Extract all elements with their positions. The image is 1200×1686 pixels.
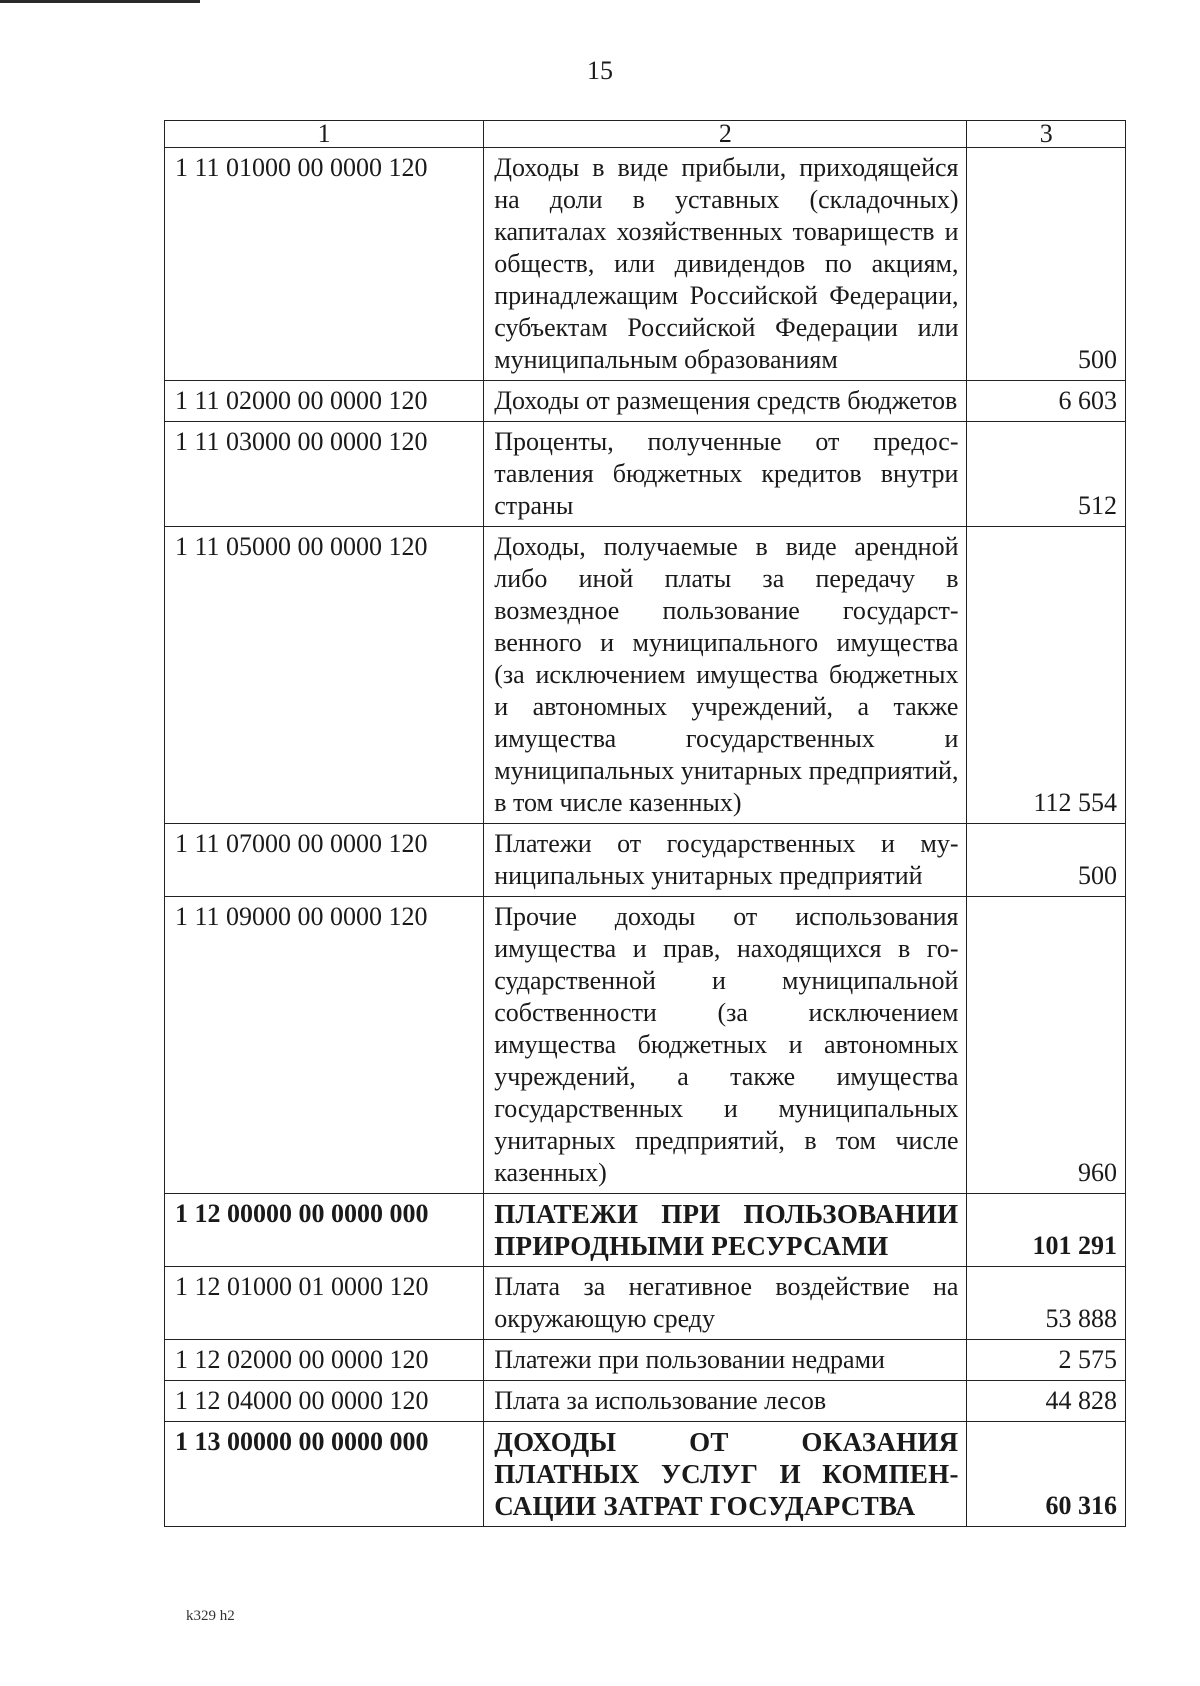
amount-cell: 960	[967, 897, 1126, 1194]
budget-code-cell: 1 12 04000 00 0000 120	[165, 1381, 484, 1422]
amount-cell: 512	[967, 422, 1126, 527]
amount-cell: 500	[967, 148, 1126, 381]
footer-reference: k329 h2	[186, 1608, 235, 1624]
table-row	[165, 1267, 1126, 1340]
amount-cell: 44 828	[967, 1381, 1126, 1422]
budget-code-cell: 1 12 01000 01 0000 120	[165, 1267, 484, 1340]
column-header-1: 1	[165, 121, 484, 148]
budget-code-cell: 1 11 05000 00 0000 120	[165, 527, 484, 824]
column-header-2: 2	[484, 121, 967, 148]
scan-edge-mark	[0, 0, 200, 3]
revenue-name-cell: ПЛАТЕЖИ ПРИ ПОЛЬЗОВАНИИ ПРИРОДНЫМИ РЕСУРСАМИ	[484, 1194, 967, 1267]
column-header-3: 3	[967, 121, 1126, 148]
revenue-name-cell: Прочие доходы от использования имущества и прав, находящихся в государственной и муниципальной собственности (за исключением имущества бюджетных и автономных учреждений, а также имущества государственных и муниципальных унитарных предприятий, в том числе казенных)	[484, 897, 967, 1194]
amount-cell: 2 575	[967, 1340, 1126, 1381]
budget-code-cell: 1 11 01000 00 0000 120	[165, 148, 484, 381]
revenue-name-cell: Платежи при пользовании недрами	[484, 1340, 967, 1381]
table-body	[165, 121, 1126, 1527]
table-row	[165, 527, 1126, 824]
revenue-name-cell: Доходы, получаемые в виде арендной либо иной платы за передачу в возмездное пользование государственного и муниципального имущества (за исключением имущества бюджетных и автономных учреждений, а также имущества государственных и муниципальных унитарных предприятий, в том числе казенных)	[484, 527, 967, 824]
page-number: 15	[587, 56, 613, 85]
table-row	[165, 381, 1126, 422]
budget-code-cell: 1 12 02000 00 0000 120	[165, 1340, 484, 1381]
table-row	[165, 897, 1126, 1194]
budget-code-cell: 1 13 00000 00 0000 000	[165, 1422, 484, 1527]
budget-code-cell: 1 11 03000 00 0000 120	[165, 422, 484, 527]
revenue-table	[164, 120, 1126, 1527]
revenue-name-cell: Платежи от государственных и муниципальных унитарных предприятий	[484, 824, 967, 897]
revenue-name-cell: Доходы в виде прибыли, приходящейся на доли в уставных (складочных) капиталах хозяйственных товариществ и обществ, или дивидендов по акциям, принадлежащим Российской Федерации, субъектам Российской Федерации или муниципальным образованиям	[484, 148, 967, 381]
budget-code-cell: 1 11 02000 00 0000 120	[165, 381, 484, 422]
table-row	[165, 1194, 1126, 1267]
budget-code-cell: 1 11 07000 00 0000 120	[165, 824, 484, 897]
revenue-name-cell: Доходы от размещения средств бюджетов	[484, 381, 967, 422]
revenue-name-cell: ДОХОДЫ ОТ ОКАЗАНИЯ ПЛАТНЫХ УСЛУГ И КОМПЕНСАЦИИ ЗАТРАТ ГОСУДАРСТВА	[484, 1422, 967, 1527]
budget-code-cell: 1 11 09000 00 0000 120	[165, 897, 484, 1194]
table-row	[165, 824, 1126, 897]
table-row	[165, 1422, 1126, 1527]
amount-cell: 500	[967, 824, 1126, 897]
table-row	[165, 1340, 1126, 1381]
revenue-name-cell: Плата за негативное воздействие на окружающую среду	[484, 1267, 967, 1340]
table-row	[165, 148, 1126, 381]
amount-cell: 101 291	[967, 1194, 1126, 1267]
revenue-name-cell: Плата за использование лесов	[484, 1381, 967, 1422]
budget-code-cell: 1 12 00000 00 0000 000	[165, 1194, 484, 1267]
revenue-name-cell: Проценты, полученные от предоставления бюджетных кредитов внутри страны	[484, 422, 967, 527]
amount-cell: 6 603	[967, 381, 1126, 422]
amount-cell: 53 888	[967, 1267, 1126, 1340]
table-row	[165, 1381, 1126, 1422]
table-header-row	[165, 121, 1126, 148]
amount-cell: 112 554	[967, 527, 1126, 824]
amount-cell: 60 316	[967, 1422, 1126, 1527]
table-row	[165, 422, 1126, 527]
